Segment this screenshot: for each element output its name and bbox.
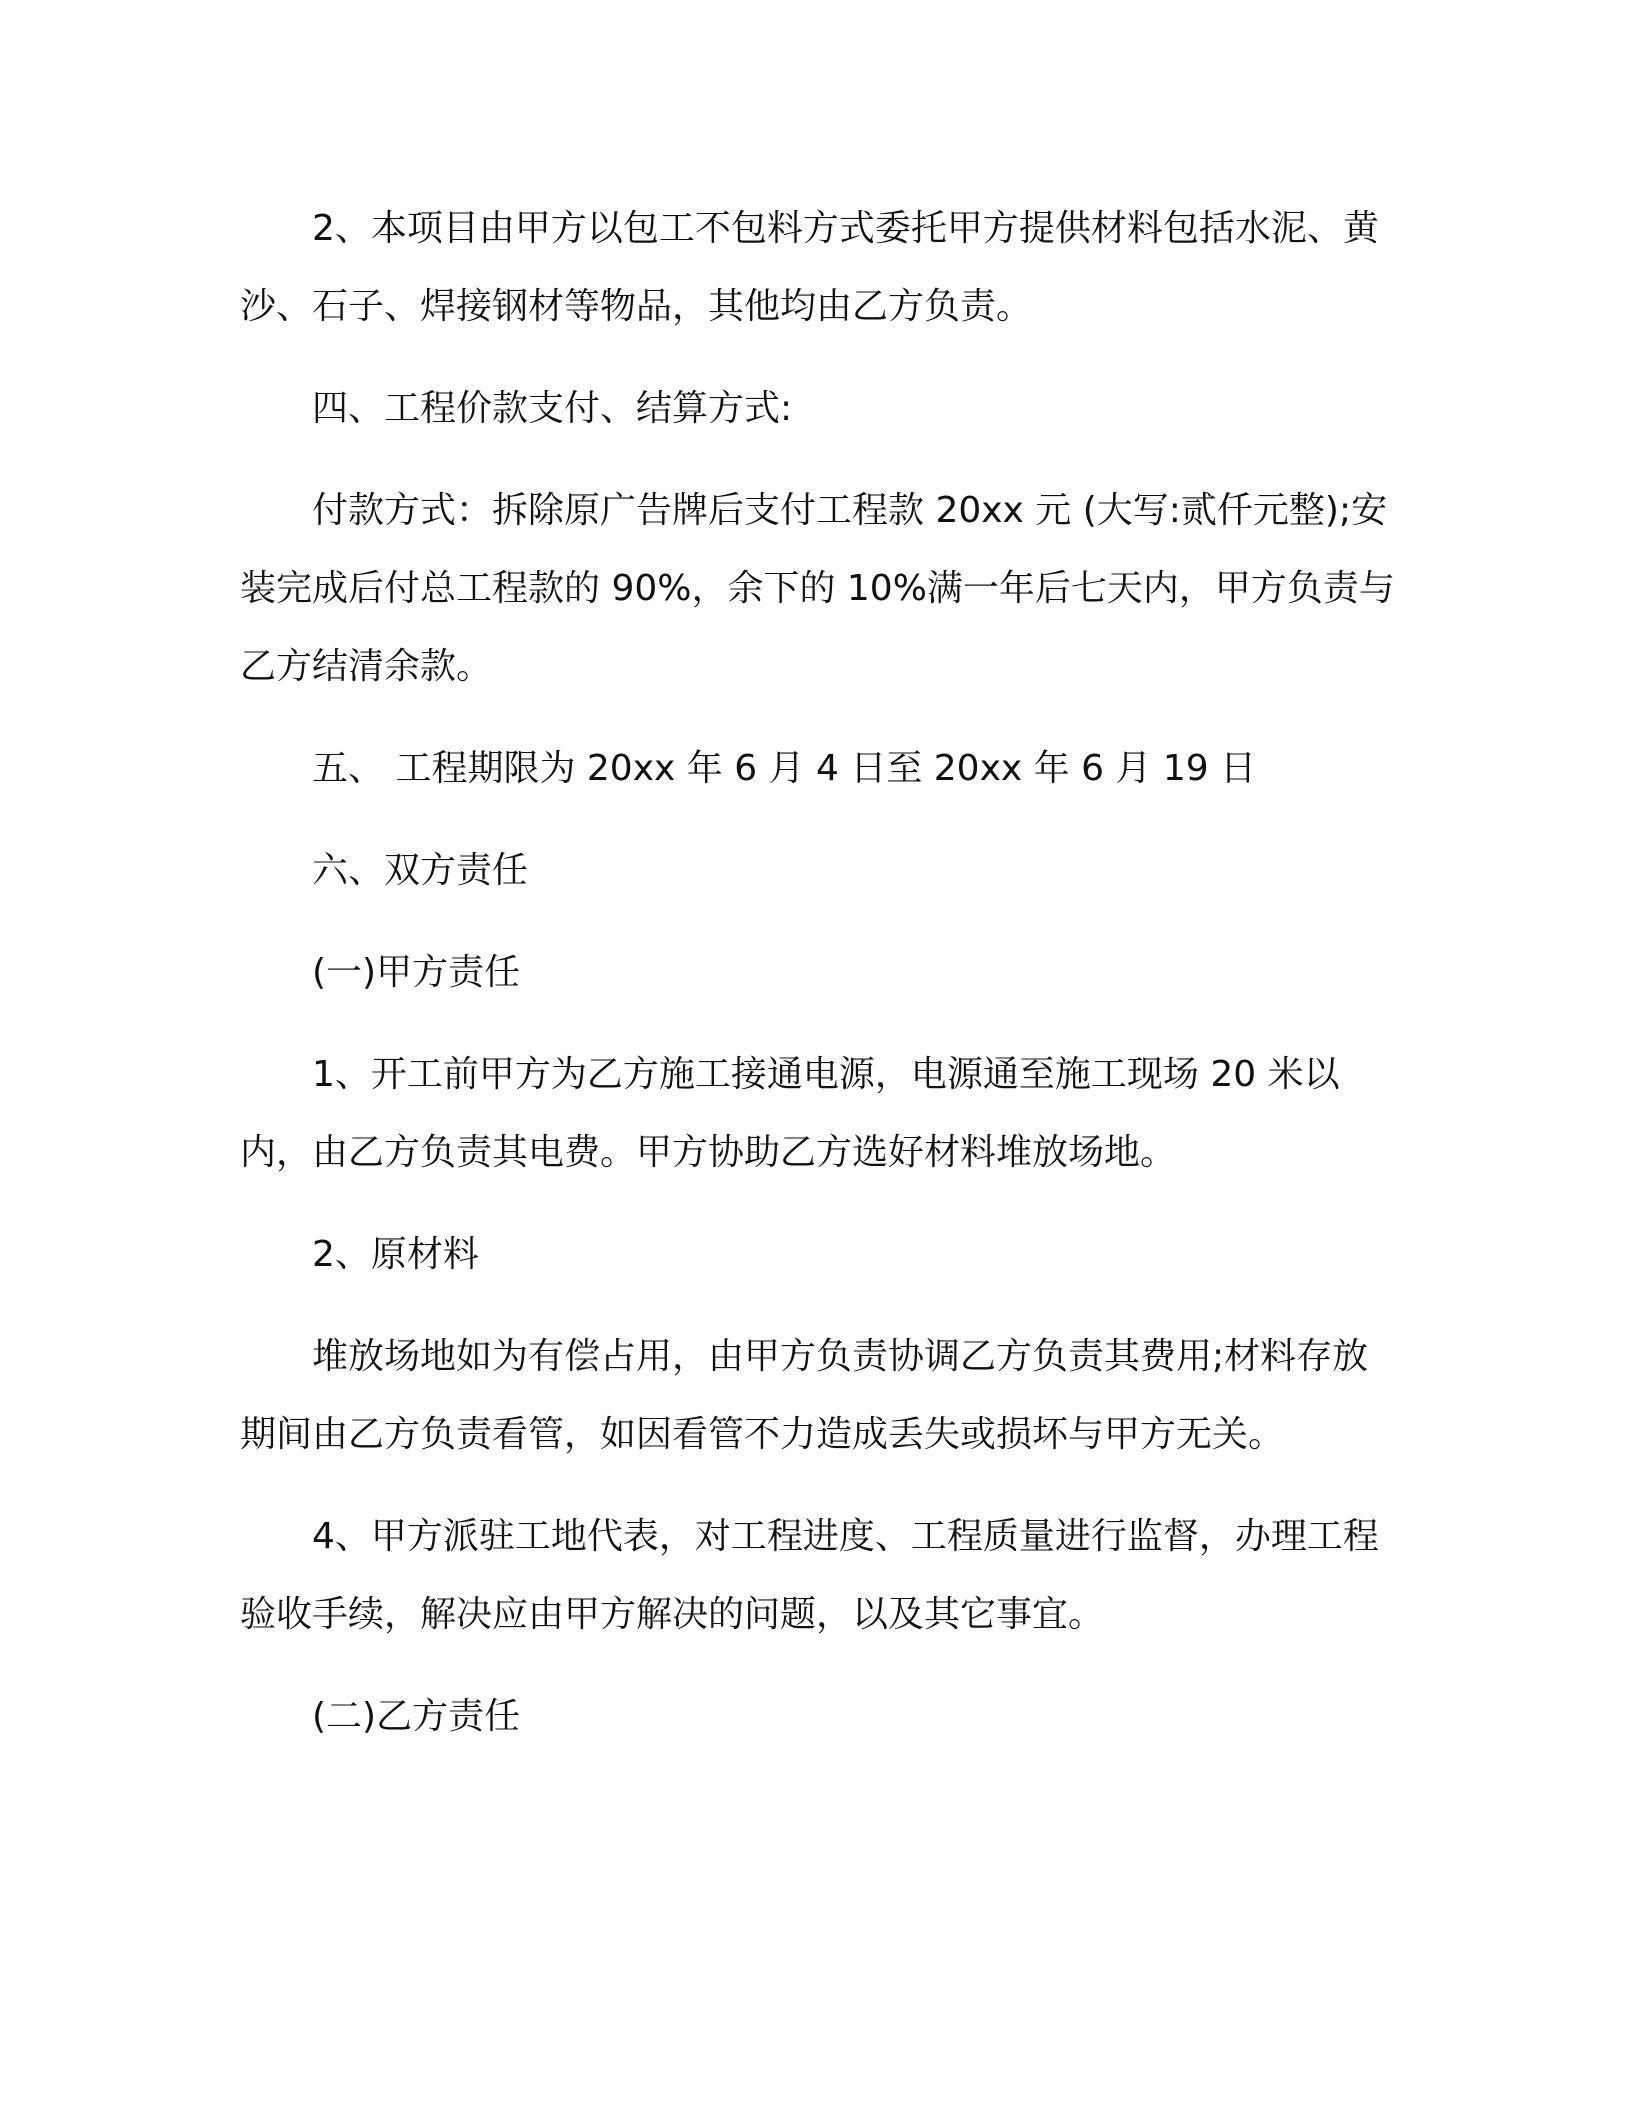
paragraph-payment-method: 付款方式：拆除原广告牌后支付工程款 20xx 元 (大写:贰仟元整);安装完成后付总工程款的 90%，余下的 10%满一年后七天内，甲方负责与乙方结清余款。: [240, 490, 1395, 687]
heading-payment-settlement: 四、工程价款支付、结算方式:: [312, 388, 793, 429]
paragraph-materials-clause: 2、本项目由甲方以包工不包料方式委托甲方提供材料包括水泥、黄沙、石子、焊接钢材等物品，其他均由乙方负责。: [240, 208, 1379, 327]
heading-party-b-responsibility: (二)乙方责任: [312, 1696, 521, 1737]
heading-party-a-responsibility: (一)甲方责任: [312, 952, 521, 993]
heading-responsibilities: 六、双方责任: [312, 850, 529, 891]
heading-raw-materials: 2、原材料: [312, 1234, 479, 1275]
heading-project-period: 五、 工程期限为 20xx 年 6 月 4 日至 20xx 年 6 月 19 日: [312, 748, 1257, 789]
paragraph-power-supply: 1、开工前甲方为乙方施工接通电源，电源通至施工现场 20 米以内，由乙方负责其电费。甲方协助乙方选好材料堆放场地。: [240, 1054, 1340, 1173]
paragraph-storage-site: 堆放场地如为有偿占用，由甲方负责协调乙方负责其费用;材料存放期间由乙方负责看管，如因看管不力造成丢失或损坏与甲方无关。: [240, 1336, 1369, 1455]
document-body: [240, 190, 1400, 1780]
paragraph-site-representative: 4、甲方派驻工地代表，对工程进度、工程质量进行监督，办理工程验收手续，解决应由甲方解决的问题，以及其它事宜。: [240, 1516, 1379, 1635]
